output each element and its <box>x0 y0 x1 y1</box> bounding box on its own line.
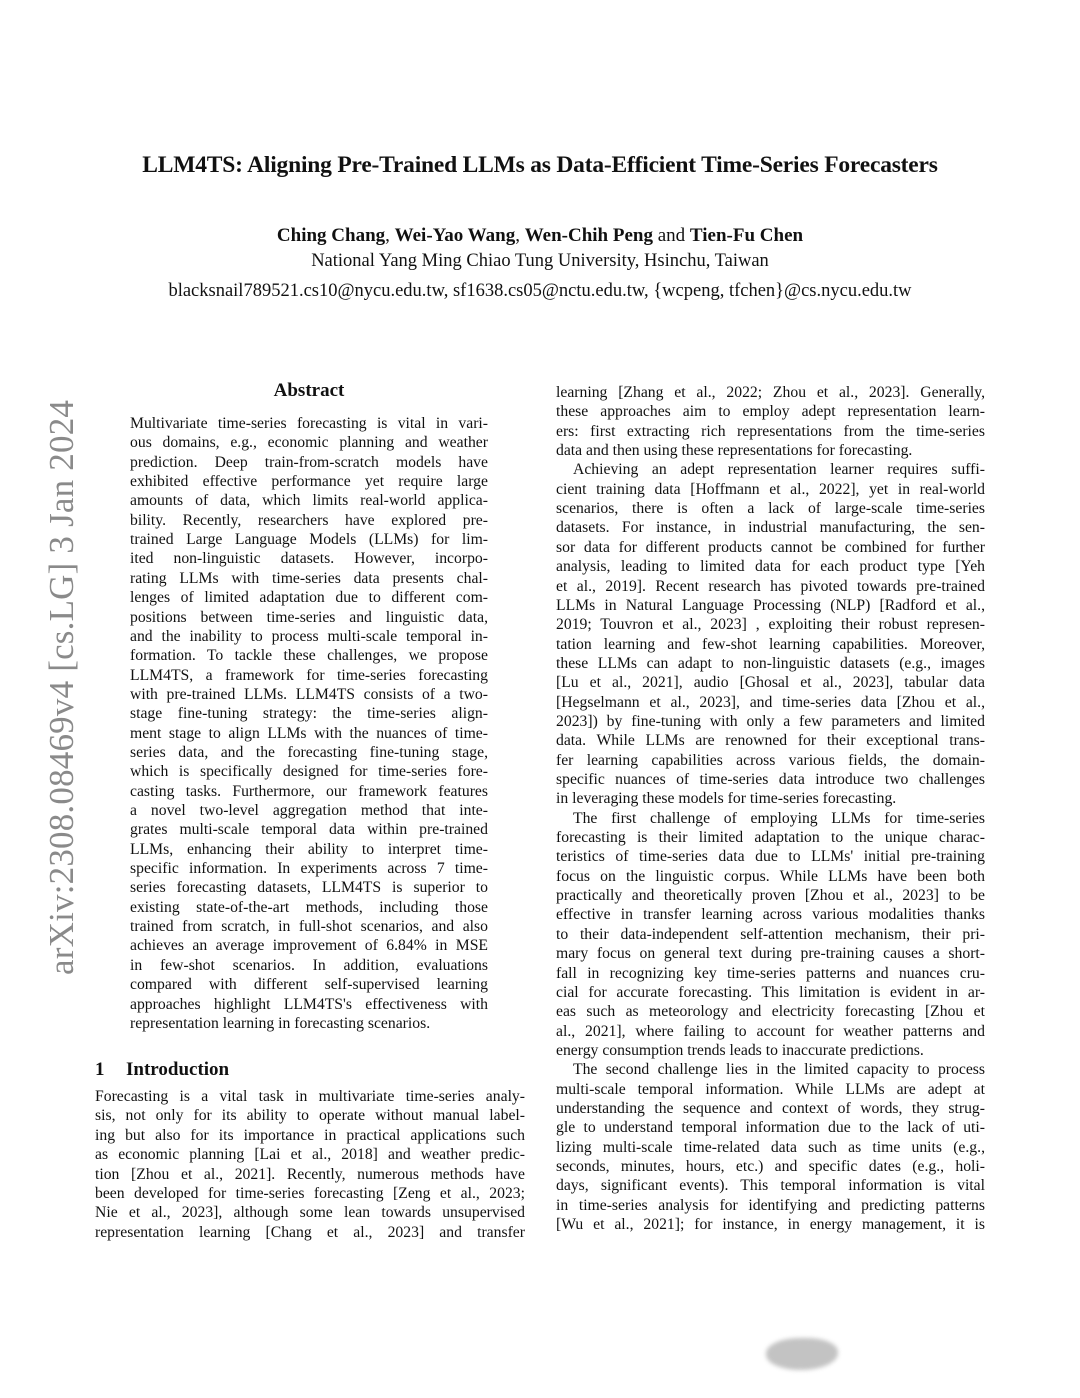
text-line: learning [Zhang et al., 2022; Zhou et al., 2023]. Generally, <box>556 384 985 401</box>
section-heading <box>95 1059 229 1081</box>
arxiv-stamp: arXiv:2308.08469v4 [cs.LG] 3 Jan 2024 <box>42 399 81 975</box>
author-list <box>0 225 1080 247</box>
text-line: days, significant events). This temporal information is vital <box>556 1177 985 1195</box>
text-line: and the inability to process multi-scale temporal in- <box>130 627 488 645</box>
text-line: grates multi-scale temporal data within pre-trained <box>130 821 488 839</box>
text-line: energy consumption trends leads to inaccurate predictions. <box>556 1041 924 1059</box>
text-line: positions between time-series and linguistic data, <box>130 608 488 626</box>
text-line: fer learning capabilities across various fields, the domain- <box>556 751 985 769</box>
text-line: Nie et al., 2023], although some lean towards unsupervised <box>95 1204 525 1222</box>
text-line: focus on the linguistic corpus. While LLMs have been both <box>556 867 985 885</box>
text-line: rating LLMs with time-series data presents chal- <box>130 569 488 587</box>
text-line: ment stage to align LLMs with the nuances of time- <box>130 724 488 742</box>
text-line: LLMs, enhancing their ability to interpret time- <box>130 840 488 858</box>
text-line: sis, not only for its ability to operate without manual label- <box>95 1107 525 1125</box>
text-line: specific nuances of time-series data introduce two challenges <box>556 771 985 788</box>
text-line: stage fine-tuning strategy: the time-series align- <box>130 705 488 723</box>
text-line: LLM4TS, a framework for time-series forecasting <box>130 666 488 684</box>
text-line: seconds, minutes, hours, etc.) and specific dates (e.g., holi- <box>556 1158 985 1175</box>
text-line: been developed for time-series forecasting [Zeng et al., 2023; <box>95 1185 525 1202</box>
author-name: Tien-Fu Chen <box>689 225 804 246</box>
text-line: lizing multi-scale time-related data such as time units (e.g., <box>556 1138 985 1156</box>
text-line: gle to understand temporal information due to the lack of uti- <box>556 1119 985 1137</box>
text-line: data and then using these representations for forecasting. <box>556 442 913 460</box>
scan-smudge <box>766 1338 838 1370</box>
text-line: fall in recognizing key time-series patterns and nuances cru- <box>556 964 985 982</box>
text-line: cial for accurate forecasting. This limitation is evident in ar- <box>556 983 985 1001</box>
section-number: 1 <box>95 1059 105 1080</box>
text-line: mary focus on general text during pre-training causes a short- <box>556 945 985 963</box>
author-separator: , <box>515 225 520 246</box>
text-line: ited non-linguistic datasets. However, incorpo- <box>130 550 488 568</box>
text-line: et al., 2019]. Recent research has pivoted towards pre-trained <box>556 577 985 595</box>
text-line: eas such as meteorology and electricity forecasting [Zhou et <box>556 1003 985 1021</box>
text-line: tation learning and few-shot learning capabilities. Moreover, <box>556 635 985 653</box>
text-line: multi-scale temporal information. While LLMs are adept at <box>556 1080 985 1098</box>
author-name: Wei-Yao Wang <box>394 225 516 246</box>
text-line: 2023]) by fine-tuning with only a few parameters and limited <box>556 712 985 730</box>
text-line: exhibited effective performance yet require large <box>130 473 488 491</box>
text-line: trained from scratch, in full-shot scenarios, and also <box>130 918 488 936</box>
text-line: as economic planning [Lai et al., 2018] and weather predic- <box>95 1146 525 1164</box>
text-line: prediction. Deep train-from-scratch models have <box>130 453 488 471</box>
text-line: practically and theoretically proven [Zhou et al., 2023] to be <box>556 887 985 905</box>
text-line: these approaches aim to employ adept representation learn- <box>556 403 985 421</box>
author-separator: , <box>385 225 390 246</box>
text-line: al., 2021], where failing to account for weather patterns and <box>556 1022 985 1040</box>
text-line: analysis, leading to limited data for each product type [Yeh <box>556 558 985 576</box>
text-line: Multivariate time-series forecasting is vital in vari- <box>130 415 488 432</box>
text-line: in time-series analysis for identifying and predicting patterns <box>556 1196 985 1214</box>
text-line: The second challenge lies in the limited capacity to process <box>573 1061 985 1079</box>
text-line: approaches highlight LLM4TS's effectiveness with <box>130 995 488 1013</box>
abstract-heading: Abstract <box>273 380 345 401</box>
text-line: understanding the sequence and context of words, they strug- <box>556 1099 985 1117</box>
text-line: 2019; Touvron et al., 2023] , exploiting their robust represen- <box>556 616 985 634</box>
author-name: Wen-Chih Peng <box>524 225 653 246</box>
paper-title: LLM4TS: Aligning Pre-Trained LLMs as Data-Efficient Time-Series Forecasters <box>142 152 938 178</box>
text-line: datasets. For instance, in industrial manufacturing, the sen- <box>556 519 985 537</box>
text-line: ing but also for its importance in practical applications such <box>95 1126 525 1144</box>
text-line: Forecasting is a vital task in multivariate time-series analy- <box>95 1088 525 1105</box>
text-line: trained Large Language Models (LLMs) for lim- <box>130 531 488 549</box>
text-line: [Hegselmann et al., 2023], and time-series data [Zhou et al., <box>556 693 985 711</box>
text-line: amounts of data, which limits real-world applica- <box>130 492 488 510</box>
text-line: in leveraging these models for time-series forecasting. <box>556 790 897 808</box>
text-line: Achieving an adept representation learner requires suffi- <box>573 461 985 479</box>
author-emails: blacksnail789521.cs10@nycu.edu.tw, sf1638.cs05@nctu.edu.tw, {wcpeng, tfchen}@cs.nycu.edu.tw <box>168 281 912 301</box>
section-title: Introduction <box>126 1059 230 1080</box>
text-line: forecasting is their limited adaptation to the unique charac- <box>556 829 985 847</box>
text-line: a novel two-level aggregation method that inte- <box>130 802 488 819</box>
text-line: compared with different self-supervised learning <box>130 976 488 994</box>
text-line: in few-shot scenarios. In addition, evaluations <box>130 956 488 974</box>
text-line: The first challenge of employing LLMs for time-series <box>573 809 985 827</box>
text-line: existing state-of-the-art methods, including those <box>130 898 488 916</box>
text-line: bility. Recently, researchers have explored pre- <box>130 511 488 529</box>
text-line: series forecasting datasets, LLM4TS is superior to <box>130 879 488 897</box>
text-line: specific information. In experiments across 7 time- <box>130 860 488 878</box>
text-line: tion [Zhou et al., 2021]. Recently, numerous methods have <box>95 1165 525 1183</box>
text-line: effective in transfer learning across various modalities thanks <box>556 906 985 924</box>
text-line: ous domains, e.g., economic planning and weather <box>130 434 488 452</box>
text-line: these LLMs can adapt to non-linguistic datasets (e.g., images <box>556 654 985 672</box>
author-and: and <box>657 225 686 246</box>
text-line: casting tasks. Furthermore, our framework features <box>130 782 488 800</box>
text-line: to their data-independent self-attention mechanism, their pri- <box>556 925 985 943</box>
text-line: teristics of time-series data due to LLMs' initial pre-training <box>556 848 985 866</box>
text-line: which is specifically designed for time-series fore- <box>130 763 488 781</box>
author-name: Ching Chang <box>276 225 386 246</box>
text-line: formation. To tackle these challenges, we propose <box>130 647 488 665</box>
text-line: sor data for different products cannot be combined for further <box>556 538 985 556</box>
text-line: cient training data [Hoffmann et al., 2022], yet in real-world <box>556 480 985 498</box>
text-line: [Wu et al., 2021]; for instance, in energy management, it is <box>556 1216 985 1234</box>
text-line: representation learning [Chang et al., 2023] and transfer <box>95 1223 525 1241</box>
affiliation: National Yang Ming Chiao Tung University, Hsinchu, Taiwan <box>311 251 769 271</box>
text-line: LLMs in Natural Language Processing (NLP) [Radford et al., <box>556 596 985 614</box>
text-line: achieves an average improvement of 6.84% in MSE <box>130 937 488 955</box>
text-line: series data, and the forecasting fine-tuning stage, <box>130 743 488 761</box>
text-line: lenges of limited adaptation due to different com- <box>130 589 488 607</box>
text-line: ers: first extracting rich representations from the time-series <box>556 422 985 440</box>
text-line: scenarios, there is often a lack of large-scale time-series <box>556 500 985 518</box>
text-line: representation learning in forecasting scenarios. <box>130 1014 431 1032</box>
text-line: with pre-trained LLMs. LLM4TS consists of a two- <box>130 685 488 703</box>
text-line: data. While LLMs are renowned for their exceptional trans- <box>556 732 985 750</box>
text-line: [Lu et al., 2021], audio [Ghosal et al., 2023], tabular data <box>556 674 985 692</box>
